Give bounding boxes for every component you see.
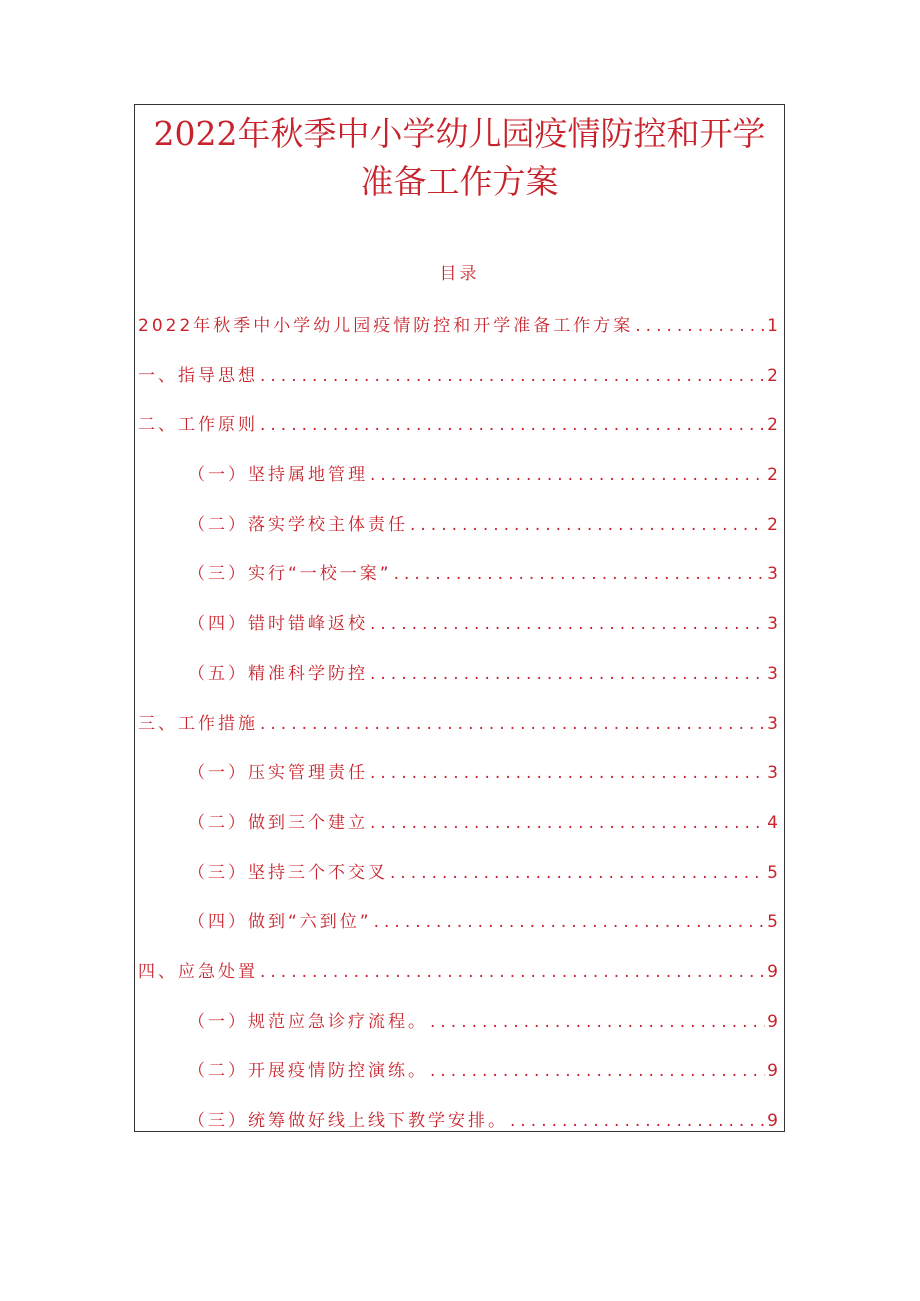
document-title xyxy=(134,110,785,206)
toc-entry-label: 二、工作原则 xyxy=(138,415,258,436)
toc-entry[interactable] xyxy=(138,711,778,761)
toc-entry[interactable] xyxy=(138,1009,778,1059)
toc-entry-page-number: 3 xyxy=(767,614,778,635)
toc-entry-page-number: 3 xyxy=(767,564,778,585)
toc-entry-page-number: 3 xyxy=(767,763,778,784)
toc-entry-label: 三、工作措施 xyxy=(138,713,258,734)
toc-dot-leader xyxy=(430,1058,765,1084)
toc-entry-label: 一、指导思想 xyxy=(138,365,258,386)
toc-dot-leader xyxy=(260,711,765,737)
toc-entry-label: （一）规范应急诊疗流程。 xyxy=(188,1011,428,1032)
toc-entry[interactable] xyxy=(138,462,778,512)
toc-dot-leader xyxy=(260,959,765,985)
toc-entry[interactable] xyxy=(138,512,778,562)
toc-entry-label: （三）坚持三个不交叉 xyxy=(188,862,388,883)
toc-entry-page-number: 9 xyxy=(767,961,778,982)
toc-entry[interactable] xyxy=(138,313,778,363)
toc-entry-label: （三）统筹做好线上线下教学安排。 xyxy=(188,1111,508,1131)
toc-entry[interactable] xyxy=(138,1058,778,1108)
toc-entry-label: （二）开展疫情防控演练。 xyxy=(188,1061,428,1082)
toc-entry-label: （一）压实管理责任 xyxy=(188,763,368,784)
toc-entry[interactable] xyxy=(138,959,778,1009)
toc-dot-leader xyxy=(430,1009,765,1035)
document-title-line-1: 2022年秋季中小学幼儿园疫情防控和开学 xyxy=(153,114,766,153)
toc-entry-page-number: 2 xyxy=(767,514,778,535)
toc-entry[interactable] xyxy=(138,860,778,910)
toc-entry-label: （四）做到“六到位” xyxy=(188,912,372,933)
toc-dot-leader xyxy=(370,760,765,786)
toc-entry-page-number: 9 xyxy=(767,1061,778,1082)
toc-entry[interactable] xyxy=(138,561,778,611)
toc-entry-label: 四、应急处置 xyxy=(138,961,258,982)
toc-dot-leader xyxy=(510,1108,765,1134)
toc-entry[interactable] xyxy=(138,611,778,661)
toc-entry-page-number: 5 xyxy=(767,912,778,933)
toc-entry[interactable] xyxy=(138,412,778,462)
toc-entry[interactable] xyxy=(138,363,778,413)
toc-entry-page-number: 5 xyxy=(767,862,778,883)
toc-dot-leader xyxy=(370,661,765,687)
toc-entry-label: （二）做到三个建立 xyxy=(188,812,368,833)
toc-entry-label: （五）精准科学防控 xyxy=(188,663,368,684)
toc-entry-label: （三）实行“一校一案” xyxy=(188,564,392,585)
toc-dot-leader xyxy=(390,860,765,886)
toc-heading: 目录 xyxy=(439,264,480,284)
toc-entry-label: 2022年秋季中小学幼儿园疫情防控和开学准备工作方案 xyxy=(138,316,634,336)
toc-entry-page-number: 3 xyxy=(767,713,778,734)
toc-entry-label: （二）落实学校主体责任 xyxy=(188,514,408,535)
toc-entry-page-number: 9 xyxy=(767,1011,778,1032)
toc-entry-page-number: 4 xyxy=(767,812,778,833)
toc-dot-leader xyxy=(370,810,765,836)
toc-entry[interactable] xyxy=(138,1108,778,1158)
toc-dot-leader xyxy=(370,611,765,637)
toc-entry-page-number: 1 xyxy=(767,316,778,336)
toc-entry-label: （一）坚持属地管理 xyxy=(188,465,368,486)
toc-entry[interactable] xyxy=(138,760,778,810)
toc-entry[interactable] xyxy=(138,661,778,711)
toc-entry-page-number: 3 xyxy=(767,663,778,684)
toc-dot-leader xyxy=(394,561,766,587)
toc-entry-page-number: 2 xyxy=(767,415,778,436)
toc-entry-page-number: 2 xyxy=(767,365,778,386)
toc-dot-leader xyxy=(370,462,765,488)
toc-entry[interactable] xyxy=(138,909,778,959)
table-of-contents xyxy=(138,313,778,1158)
toc-entry-page-number: 2 xyxy=(767,465,778,486)
toc-dot-leader xyxy=(260,363,765,389)
document-title-line-2: 准备工作方案 xyxy=(360,162,559,201)
toc-dot-leader xyxy=(374,909,766,935)
toc-entry[interactable] xyxy=(138,810,778,860)
toc-entry-page-number: 9 xyxy=(767,1111,778,1131)
toc-dot-leader xyxy=(410,512,765,538)
toc-dot-leader xyxy=(260,412,765,438)
toc-dot-leader xyxy=(635,313,765,339)
toc-entry-label: （四）错时错峰返校 xyxy=(188,614,368,635)
